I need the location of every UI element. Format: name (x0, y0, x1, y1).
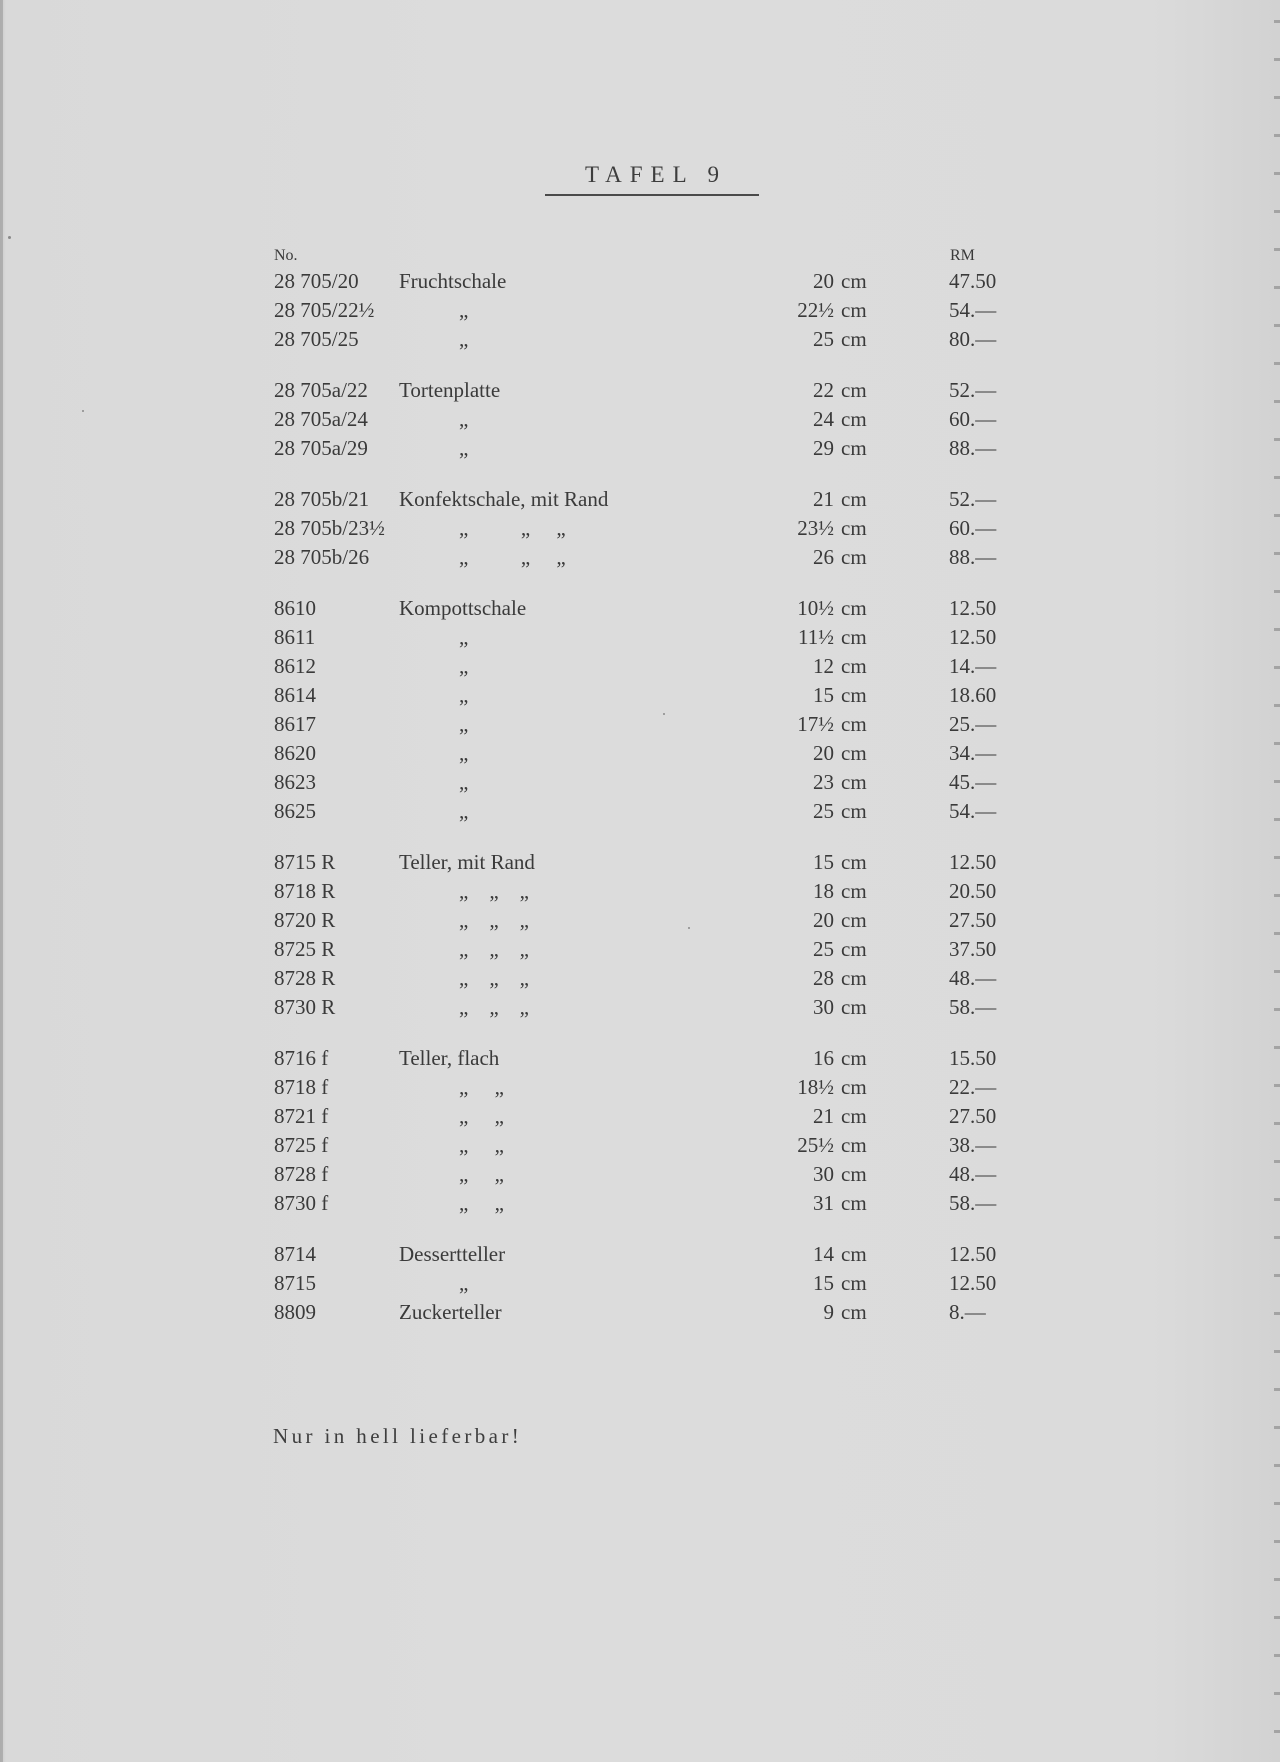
item-number: 8617 (274, 712, 316, 736)
item-number: 8623 (274, 770, 316, 794)
item-size-unit: cm (841, 683, 867, 707)
item-description: „ (459, 683, 469, 707)
item-description: „ (459, 712, 469, 736)
item-size-value: 20 (813, 269, 834, 293)
item-description: „ „ (459, 1104, 504, 1128)
table-row (274, 1298, 1014, 1327)
item-description: Konfektschale, mit Rand (399, 487, 609, 511)
item-size-value: 26 (813, 545, 834, 569)
item-price: 20.50 (949, 879, 997, 903)
page-left-edge (0, 0, 3, 1762)
item-size-value: 17½ (797, 712, 834, 736)
item-size-value: 29 (813, 436, 834, 460)
item-number: 8610 (274, 596, 316, 620)
item-size-unit: cm (841, 995, 867, 1019)
item-size-value: 22½ (797, 298, 834, 322)
item-size-value: 21 (813, 1104, 834, 1128)
item-number: 28 705/20 (274, 269, 359, 293)
item-price: 58.— (949, 995, 997, 1019)
table-row (274, 1131, 1014, 1160)
table-header-row (274, 245, 1014, 267)
item-description: „ (459, 625, 469, 649)
page-title: TAFEL 9 (584, 162, 728, 187)
table-row (274, 797, 1014, 826)
table-row (274, 594, 1014, 623)
item-description: „ (459, 654, 469, 678)
item-size-value: 25 (813, 799, 834, 823)
product-group (274, 1240, 1014, 1327)
item-price: 58.— (949, 1191, 997, 1215)
item-price: 38.— (949, 1133, 997, 1157)
item-description: „ (459, 298, 469, 322)
item-size-unit: cm (841, 1133, 867, 1157)
item-price: 12.50 (949, 596, 997, 620)
item-size-unit: cm (841, 1300, 867, 1324)
item-size-value: 18 (813, 879, 834, 903)
item-price: 37.50 (949, 937, 997, 961)
item-description: „ „ „ (459, 966, 529, 990)
item-number: 28 705/22½ (274, 298, 375, 322)
availability-note: Nur in hell lieferbar! (273, 1424, 523, 1448)
item-description: „ (459, 770, 469, 794)
item-size-unit: cm (841, 1104, 867, 1128)
item-description: „ „ „ (459, 908, 529, 932)
table-row (274, 405, 1014, 434)
item-size-unit: cm (841, 378, 867, 402)
group-spacer (274, 826, 1014, 848)
table-row (274, 376, 1014, 405)
item-description: „ „ (459, 1162, 504, 1186)
item-size-value: 21 (813, 487, 834, 511)
product-group (274, 848, 1014, 1022)
item-number: 8720 R (274, 908, 336, 932)
item-price: 22.— (949, 1075, 997, 1099)
item-size-unit: cm (841, 712, 867, 736)
item-size-value: 22 (813, 378, 834, 402)
table-row (274, 267, 1014, 296)
item-size-unit: cm (841, 487, 867, 511)
item-size-unit: cm (841, 741, 867, 765)
item-size-unit: cm (841, 799, 867, 823)
item-number: 28 705b/26 (274, 545, 370, 569)
item-number: 8725 f (274, 1133, 329, 1157)
item-price: 88.— (949, 436, 997, 460)
table-row (274, 1240, 1014, 1269)
item-number: 8715 (274, 1271, 316, 1295)
item-number: 28 705a/29 (274, 436, 368, 460)
item-price: 25.— (949, 712, 997, 736)
item-number: 8730 f (274, 1191, 329, 1215)
item-size-value: 28 (813, 966, 834, 990)
item-description: „ „ „ (459, 879, 529, 903)
item-price: 48.— (949, 1162, 997, 1186)
item-size-value: 12 (813, 654, 834, 678)
item-size-value: 15 (813, 683, 834, 707)
item-price: 88.— (949, 545, 997, 569)
group-spacer (274, 572, 1014, 594)
group-spacer (274, 1022, 1014, 1044)
paper-speck (8, 236, 11, 239)
table-row (274, 434, 1014, 463)
item-description: „ „ (459, 1191, 504, 1215)
item-size-value: 15 (813, 1271, 834, 1295)
item-size-unit: cm (841, 1191, 867, 1215)
item-size-unit: cm (841, 937, 867, 961)
item-size-value: 31 (813, 1191, 834, 1215)
product-group (274, 267, 1014, 354)
item-number: 8728 f (274, 1162, 329, 1186)
table-row (274, 652, 1014, 681)
item-price: 12.50 (949, 850, 997, 874)
table-row (274, 739, 1014, 768)
item-price: 54.— (949, 799, 997, 823)
item-number: 8614 (274, 683, 316, 707)
item-description: Zuckerteller (399, 1300, 502, 1324)
item-price: 47.50 (949, 269, 997, 293)
table-row (274, 1073, 1014, 1102)
table-row (274, 848, 1014, 877)
item-size-unit: cm (841, 966, 867, 990)
item-description: „ (459, 407, 469, 431)
item-size-value: 14 (813, 1242, 834, 1266)
item-price: 48.— (949, 966, 997, 990)
group-spacer (274, 1218, 1014, 1240)
table-row (274, 1269, 1014, 1298)
table-row (274, 514, 1014, 543)
item-number: 28 705/25 (274, 327, 359, 351)
item-size-value: 23½ (797, 516, 834, 540)
item-number: 8718 R (274, 879, 336, 903)
table-row (274, 906, 1014, 935)
item-size-value: 20 (813, 741, 834, 765)
column-header-price: RM (950, 247, 975, 264)
item-number: 8809 (274, 1300, 316, 1324)
item-size-unit: cm (841, 654, 867, 678)
item-size-value: 18½ (797, 1075, 834, 1099)
item-size-value: 15 (813, 850, 834, 874)
item-number: 8725 R (274, 937, 336, 961)
item-number: 28 705a/22 (274, 378, 368, 402)
item-description: Teller, flach (399, 1046, 500, 1070)
item-size-unit: cm (841, 770, 867, 794)
item-description: „ „ „ (459, 937, 529, 961)
item-size-value: 24 (813, 407, 834, 431)
product-group (274, 594, 1014, 826)
table-row (274, 623, 1014, 652)
table-row (274, 768, 1014, 797)
page-right-binding-edge (1274, 0, 1280, 1762)
table-row (274, 1102, 1014, 1131)
item-size-unit: cm (841, 298, 867, 322)
item-price: 34.— (949, 741, 997, 765)
item-number: 28 705b/21 (274, 487, 370, 511)
item-price: 27.50 (949, 908, 997, 932)
title-underline (545, 194, 759, 196)
item-description: „ (459, 741, 469, 765)
item-price: 52.— (949, 378, 997, 402)
item-size-value: 16 (813, 1046, 834, 1070)
table-row (274, 1160, 1014, 1189)
table-row (274, 1044, 1014, 1073)
item-description: Fruchtschale (399, 269, 507, 293)
item-size-unit: cm (841, 1046, 867, 1070)
item-number: 8728 R (274, 966, 336, 990)
item-size-value: 30 (813, 1162, 834, 1186)
table-row (274, 325, 1014, 354)
item-size-unit: cm (841, 327, 867, 351)
item-price: 27.50 (949, 1104, 997, 1128)
item-size-unit: cm (841, 1162, 867, 1186)
item-price: 45.— (949, 770, 997, 794)
item-description: „ „ „ (459, 545, 566, 569)
table-row (274, 964, 1014, 993)
item-size-unit: cm (841, 1271, 867, 1295)
item-price: 14.— (949, 654, 997, 678)
item-size-value: 9 (823, 1300, 834, 1324)
page-title-block (545, 162, 759, 196)
item-number: 8625 (274, 799, 316, 823)
item-price: 12.50 (949, 625, 997, 649)
item-size-value: 30 (813, 995, 834, 1019)
item-size-value: 25½ (797, 1133, 834, 1157)
item-number: 8612 (274, 654, 316, 678)
item-price: 60.— (949, 407, 997, 431)
item-size-unit: cm (841, 625, 867, 649)
item-size-value: 25 (813, 327, 834, 351)
table-row (274, 1189, 1014, 1218)
item-description: Teller, mit Rand (399, 850, 535, 874)
item-number: 28 705b/23½ (274, 516, 385, 540)
price-table (274, 245, 1014, 1327)
item-number: 8620 (274, 741, 316, 765)
item-price: 54.— (949, 298, 997, 322)
item-size-value: 25 (813, 937, 834, 961)
item-size-unit: cm (841, 516, 867, 540)
table-row (274, 485, 1014, 514)
item-size-unit: cm (841, 596, 867, 620)
item-description: Dessertteller (399, 1242, 506, 1266)
table-row (274, 681, 1014, 710)
item-description: „ „ (459, 1133, 504, 1157)
item-price: 12.50 (949, 1242, 997, 1266)
item-size-value: 23 (813, 770, 834, 794)
product-group (274, 1044, 1014, 1218)
item-size-value: 20 (813, 908, 834, 932)
item-price: 52.— (949, 487, 997, 511)
item-price: 80.— (949, 327, 997, 351)
item-size-unit: cm (841, 879, 867, 903)
item-number: 8611 (274, 625, 316, 649)
item-number: 8714 (274, 1242, 316, 1266)
item-size-unit: cm (841, 908, 867, 932)
item-description: „ „ „ (459, 995, 529, 1019)
table-body (274, 267, 1014, 1327)
item-description: „ (459, 327, 469, 351)
item-description: „ (459, 799, 469, 823)
table-row (274, 710, 1014, 739)
item-size-unit: cm (841, 1242, 867, 1266)
item-price: 60.— (949, 516, 997, 540)
product-group (274, 485, 1014, 572)
item-size-unit: cm (841, 269, 867, 293)
item-description: „ „ „ (459, 516, 566, 540)
item-description: „ (459, 1271, 469, 1295)
table-row (274, 877, 1014, 906)
item-description: „ „ (459, 1075, 504, 1099)
item-size-value: 11½ (798, 625, 834, 649)
group-spacer (274, 354, 1014, 376)
item-price: 12.50 (949, 1271, 997, 1295)
item-number: 8721 f (274, 1104, 329, 1128)
table-row (274, 993, 1014, 1022)
table-row (274, 935, 1014, 964)
item-number: 8716 f (274, 1046, 329, 1070)
column-header-no: No. (274, 247, 298, 264)
item-size-unit: cm (841, 436, 867, 460)
item-size-value: 10½ (797, 596, 834, 620)
product-group (274, 376, 1014, 463)
item-size-unit: cm (841, 407, 867, 431)
item-price: 15.50 (949, 1046, 997, 1070)
item-price: 8.— (949, 1300, 986, 1324)
item-size-unit: cm (841, 850, 867, 874)
item-number: 8715 R (274, 850, 336, 874)
item-description: Kompottschale (399, 596, 527, 620)
group-spacer (274, 463, 1014, 485)
table-row (274, 296, 1014, 325)
item-description: „ (459, 436, 469, 460)
item-number: 8718 f (274, 1075, 329, 1099)
item-number: 28 705a/24 (274, 407, 368, 431)
item-price: 18.60 (949, 683, 997, 707)
paper-speck (82, 410, 84, 412)
item-size-unit: cm (841, 1075, 867, 1099)
table-row (274, 543, 1014, 572)
item-size-unit: cm (841, 545, 867, 569)
item-number: 8730 R (274, 995, 336, 1019)
item-description: Tortenplatte (399, 378, 501, 402)
